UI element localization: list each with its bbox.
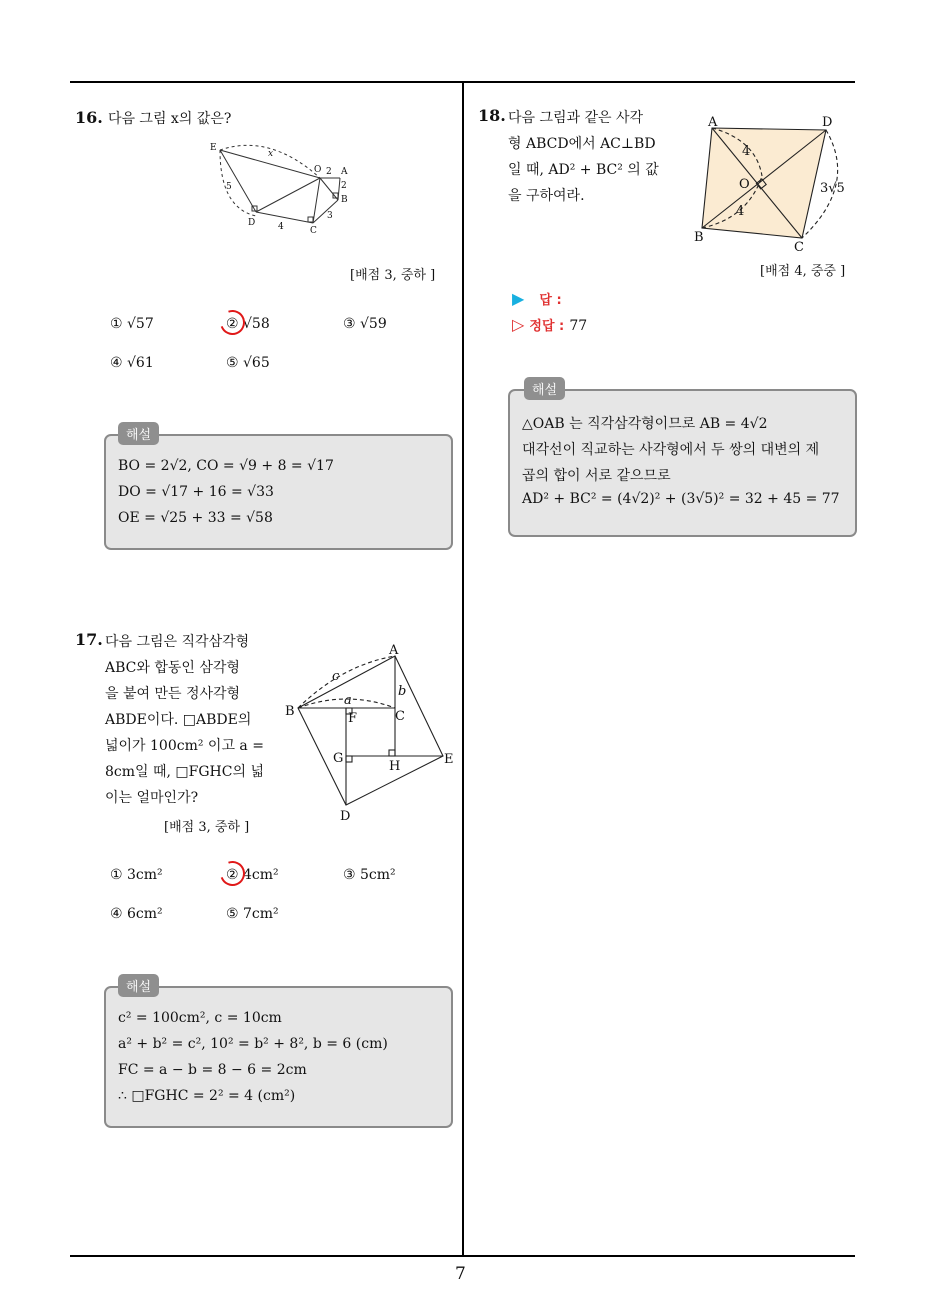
label-a: A (341, 167, 348, 177)
right-angle-c (308, 217, 313, 222)
question-text-line: 을 구하여라. (508, 188, 585, 204)
solution-line: △OAB 는 직각삼각형이므로 AB = 4√2 (522, 416, 768, 432)
label-5: 5 (226, 182, 232, 192)
label-c: C (310, 226, 317, 236)
edge-od (256, 178, 320, 212)
question-text-line: 8cm일 때, □FGHC의 넓 (105, 764, 264, 780)
edge-oc (313, 178, 320, 223)
right-angle-g (346, 756, 352, 762)
solution-line: DO = √17 + 16 = √33 (118, 484, 274, 500)
label-x: x (268, 149, 274, 159)
question-text-line: 다음 그림은 직각삼각형 (105, 634, 250, 650)
label-d: D (340, 809, 351, 824)
q18-figure (688, 110, 858, 260)
play-arrow-icon: ▶ (512, 289, 525, 308)
label-ab-2: 2 (341, 181, 347, 191)
q17-score: [배점 3, 중하 ] (164, 820, 250, 835)
label-o: O (314, 165, 322, 175)
solution-line: FC = a − b = 8 − 6 = 2cm (118, 1062, 307, 1078)
q16-option-5[interactable]: ⑤ √65 (226, 355, 270, 371)
q17-solution-tag: 해설 (118, 974, 159, 997)
label-a: A (708, 115, 718, 130)
q16-figure (200, 138, 370, 238)
edge-ed (220, 150, 256, 212)
correct-answer-value: 77 (569, 318, 588, 334)
q16-solution-tag: 해설 (118, 422, 159, 445)
label-d: D (248, 218, 256, 228)
q17-option-2[interactable]: ② 4cm² (226, 867, 279, 883)
label-bo-4: 4 (736, 204, 745, 219)
right-angle-h (389, 750, 395, 756)
edge-cd (256, 212, 313, 223)
label-oa-2: 2 (326, 167, 332, 177)
question-text-line: 형 ABCD에서 AC⊥BD (508, 136, 656, 152)
page-number: 7 (455, 1264, 466, 1284)
question-text-line: 넓이가 100cm² 이고 a = (105, 738, 264, 754)
label-a-side: a (344, 693, 352, 708)
q16-option-1[interactable]: ① √57 (110, 316, 154, 332)
q16-option-3[interactable]: ③ √59 (343, 316, 387, 332)
correct-answer-row (512, 315, 587, 334)
answer-input-row[interactable] (512, 289, 562, 308)
q17-option-1[interactable]: ① 3cm² (110, 867, 163, 883)
q18-solution-box (508, 389, 857, 537)
label-4: 4 (278, 222, 284, 232)
q17-option-5[interactable]: ⑤ 7cm² (226, 906, 279, 922)
question-text-line: 다음 그림과 같은 사각 (508, 110, 644, 126)
label-ao-4: 4 (742, 144, 751, 159)
q17-solution-box (104, 986, 453, 1128)
solution-line: AD² + BC² = (4√2)² + (3√5)² = 32 + 45 = 77 (522, 491, 840, 507)
correct-answer-label: 정답 : (529, 319, 565, 334)
edge-bc (313, 200, 338, 223)
label-f: F (348, 711, 358, 726)
q18-solution-tag: 해설 (524, 377, 565, 400)
label-d: D (822, 115, 833, 130)
label-3: 3 (327, 211, 333, 221)
question-text-line: ABC와 합동인 삼각형 (105, 660, 240, 676)
label-a: A (389, 643, 399, 658)
label-g: G (333, 751, 344, 766)
label-o: O (739, 177, 750, 192)
solution-line: c² = 100cm², c = 10cm (118, 1010, 282, 1026)
label-e: E (444, 752, 454, 767)
q18-score: [배점 4, 중중 ] (760, 264, 846, 279)
bottom-rule (70, 1255, 855, 1257)
q16-question (75, 106, 231, 132)
label-c-side: c (332, 669, 340, 684)
question-number: 16. (75, 108, 103, 127)
q16-score: [배점 3, 중하 ] (350, 268, 436, 283)
label-e: E (210, 143, 217, 153)
label-3root5: 3√5 (820, 181, 845, 196)
label-b: B (341, 195, 348, 205)
q16-solution-box (104, 434, 453, 550)
question-number: 18. (478, 106, 506, 125)
outline-arrow-icon: ▷ (512, 315, 525, 334)
question-text: 다음 그림 x의 값은? (107, 111, 232, 127)
label-b: B (694, 230, 704, 245)
label-b-side: b (398, 684, 407, 699)
question-text-line: ABDE이다. □ABDE의 (105, 712, 252, 728)
q17-figure (282, 640, 462, 826)
q16-option-2[interactable]: ② √58 (226, 316, 270, 332)
q16-option-4[interactable]: ④ √61 (110, 355, 154, 371)
column-divider (462, 82, 464, 1256)
q17-option-4[interactable]: ④ 6cm² (110, 906, 163, 922)
answer-label: 답 : (539, 293, 562, 308)
solution-line: 곱의 합이 서로 같으므로 (522, 468, 671, 484)
question-text-line: 일 때, AD² + BC² 의 값 (508, 162, 659, 178)
square-abde (298, 656, 443, 805)
edge-ob (320, 178, 338, 200)
question-number: 17. (75, 630, 103, 649)
answer-mark-icon (216, 306, 249, 339)
label-h: H (389, 759, 401, 774)
solution-line: 대각선이 직교하는 사각형에서 두 쌍의 대변의 제 (522, 442, 820, 458)
label-b: B (285, 704, 295, 719)
question-text-line: 이는 얼마인가? (105, 790, 199, 806)
label-c: C (395, 709, 405, 724)
q17-option-3[interactable]: ③ 5cm² (343, 867, 396, 883)
answer-mark-icon (216, 857, 249, 890)
solution-line: BO = 2√2, CO = √9 + 8 = √17 (118, 458, 334, 474)
solution-line: a² + b² = c², 10² = b² + 8², b = 6 (cm) (118, 1036, 388, 1052)
label-c: C (794, 240, 804, 255)
solution-line: OE = √25 + 33 = √58 (118, 510, 273, 526)
question-text-line: 을 붙여 만든 정사각형 (105, 686, 241, 702)
solution-line: ∴ □FGHC = 2² = 4 (cm²) (118, 1088, 296, 1104)
